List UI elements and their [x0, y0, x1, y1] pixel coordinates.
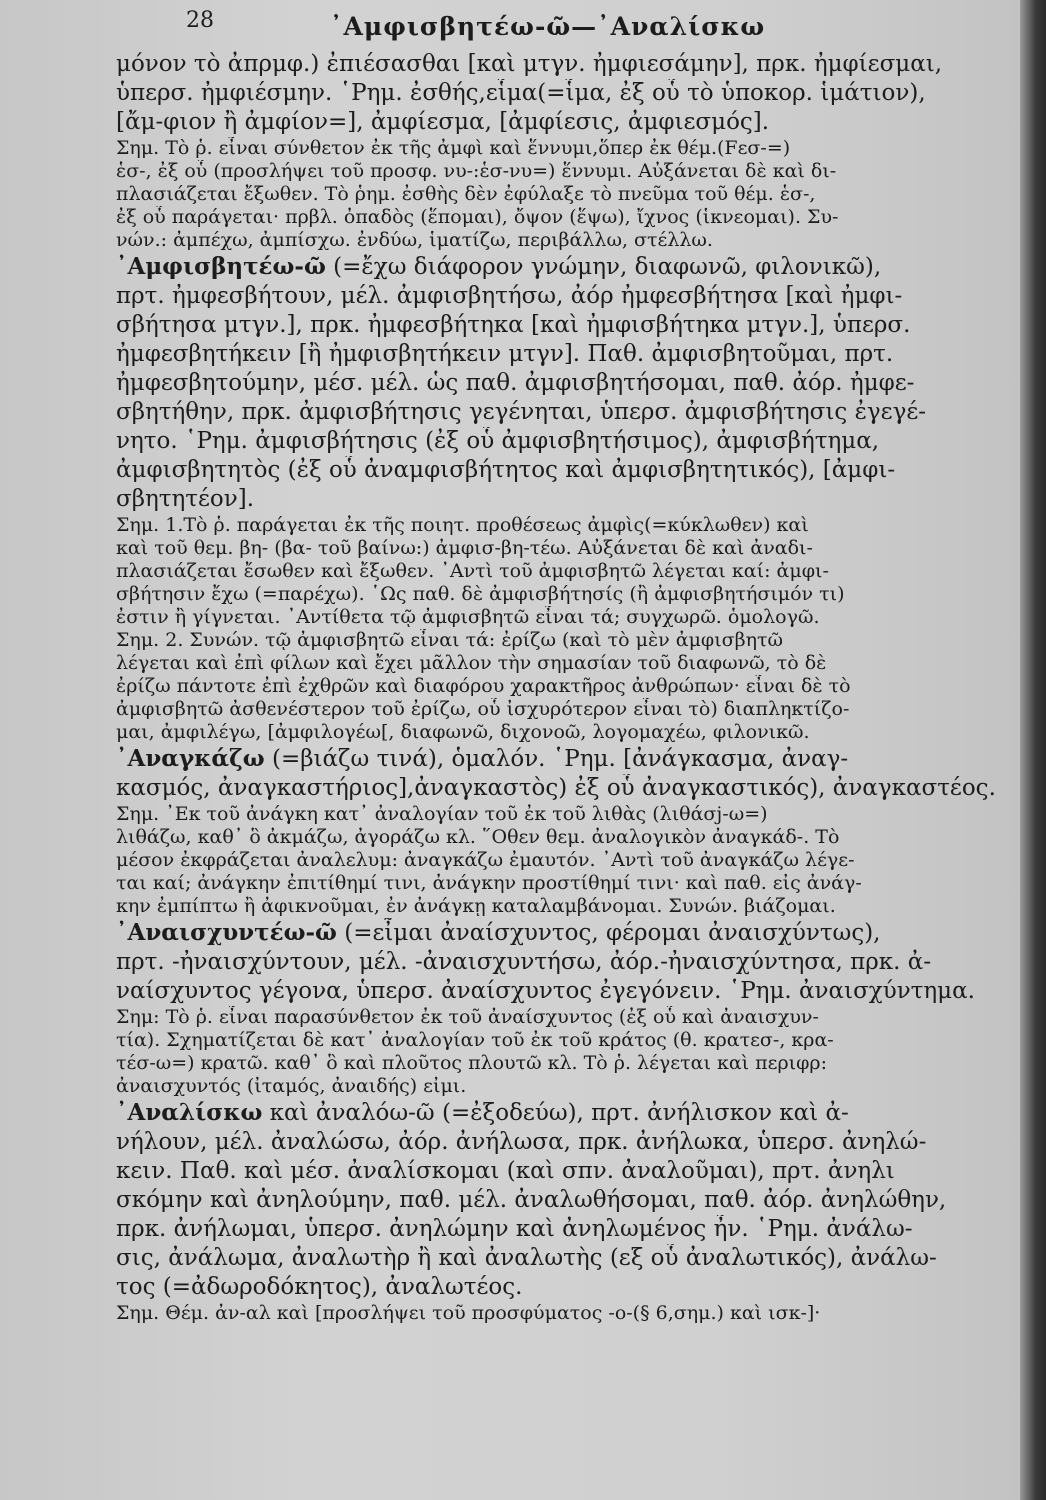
line-text: ται καί; ἀνάγκην ἐπιτίθημί τινι, ἀνάγκην προστίθημί τινι· καὶ παθ. εἰς ἀνάγ- [116, 872, 862, 894]
entry-headword-line [116, 252, 1016, 282]
line-text: Σημ. ᾿Εκ τοῦ ἀνάγκη κατ᾿ ἀναλογίαν τοῦ ἐκ τοῦ λιθὰς (λιθάσj-ω=) [116, 803, 768, 825]
line-text: (=εἶμαι ἀναίσχυντος, φέρομαι ἀναισχύντως), [336, 920, 881, 946]
line-text: κην ἐμπίπτω ἢ ἀφικνοῦμαι, ἐν ἀνάγκῃ καταλαμβάνομαι. Συνών. βιάζομαι. [116, 895, 836, 917]
entry-text-line [116, 1273, 1016, 1302]
note-text-line [116, 229, 1016, 252]
line-text: ἠμφεσβητήκειν [ἢ ἠμφισβητήκειν μτγν]. Παθ. ἀμφισβητοῦμαι, πρτ. [116, 341, 894, 367]
entry-text-line [116, 311, 1016, 340]
line-text: ἠμφεσβητούμην, μέσ. μέλ. ὡς παθ. ἀμφισβητήσομαι, παθ. ἀόρ. ἠμφε- [116, 370, 915, 396]
line-text: τος (=ἀδωροδόκητος), ἀναλωτέος. [116, 1274, 523, 1300]
line-text: (=βιάζω τινά), ὁμαλόν. ῾Ρημ. [ἀνάγκασμα, ἀναγ- [264, 746, 849, 772]
line-text: λιθάζω, καθ᾿ ὃ ἀκμάζω, ἀγοράζω κλ. ῞Οθεν θεμ. ἀναλογικὸν ἀναγκάδ-. Τὸ [116, 826, 840, 848]
line-text: κασμός, ἀναγκαστήριος],ἀναγκαστὸς) ἐξ οὗ ἀναγκαστικός), ἀναγκαστέος. [116, 775, 996, 801]
line-text: καὶ τοῦ θεμ. βη- (βα- τοῦ βαίνω:) ἀμφισ-βη-τέω. Αὐξάνεται δὲ καὶ ἀναδι- [116, 537, 813, 559]
line-text: ἐξ οὗ παράγεται· πρβλ. ὀπαδὸς (ἕπομαι), ὄψον (ἕψω), ἴχνος (ἱκνεομαι). Συ- [116, 206, 839, 228]
line-text: [ἄμ-φιον ἢ ἀμφίον=], ἀμφίεσμα, [ἀμφίεσις, ἀμφιεσμός]. [116, 109, 770, 135]
line-text: (=ἔχω διάφορον γνώμην, διαφωνῶ, φιλονικῶ), [325, 254, 882, 280]
line-text: Σημ. 1.Τὸ ῥ. παράγεται ἐκ τῆς ποιητ. προθέσεως ἀμφὶς(=κύκλωθεν) καὶ [116, 514, 809, 536]
note-text-line [116, 560, 1016, 583]
note-text-line [116, 514, 1016, 537]
line-text: σκόμην καὶ ἀνηλούμην, παθ. μέλ. ἀναλωθήσομαι, παθ. ἀόρ. ἀνηλώθην, [116, 1187, 947, 1213]
entry-text-line [116, 1157, 1016, 1186]
line-text: ἀμφισβητῶ ἀσθενέστερον τοῦ ἐρίζω, οὗ ἰσχυρότερον εἶναι τὸ) διαπληκτίζο- [116, 698, 850, 720]
line-text: κειν. Παθ. καὶ μέσ. ἀναλίσκομαι (καὶ σπν. ἀναλοῦμαι), πρτ. ἀνηλι [116, 1158, 895, 1184]
line-text: Σημ: Τὸ ῥ. εἶναι παρασύνθετον ἐκ τοῦ ἀναίσχυντος (ἐξ οὗ καὶ ἀναισχυν- [116, 1006, 819, 1028]
note-text-line [116, 583, 1016, 606]
entry-text-line [116, 398, 1016, 427]
entry-text-line [116, 1186, 1016, 1215]
headword: ᾿Αναλίσκω [116, 1099, 263, 1126]
entry-text-line [116, 108, 1016, 137]
line-text: ἀμφισβητητὸς (ἐξ οὗ ἀναμφισβήτητος καὶ ἀμφισβητητικός), [ἀμφι- [116, 457, 896, 483]
entry-headword-line [116, 918, 1016, 948]
line-text: μαι, ἀμφιλέγω, [ἀμφιλογέω[, διαφωνῶ, διχονοῶ, λογομαχέω, φιλονικῶ. [116, 721, 810, 743]
note-text-line [116, 1052, 1016, 1075]
note-text-line [116, 137, 1016, 160]
line-text: νητο. ῾Ρημ. ἀμφισβήτησις (ἐξ οὗ ἀμφισβητήσιμος), ἀμφισβήτημα, [116, 428, 880, 454]
entry-text-line [116, 1215, 1016, 1244]
entry-headword-line [116, 744, 1016, 774]
running-head: ᾿Αμφισβητέω-ῶ—᾿Αναλίσκω [330, 12, 766, 41]
line-text: ἀναισχυντός (ἰταμός, ἀναιδής) εἰμι. [116, 1075, 467, 1097]
line-text: Σημ. 2. Συνών. τῷ ἀμφισβητῶ εἶναι τά: ἐρίζω (καὶ τὸ μὲν ἀμφισβητῶ [116, 629, 784, 651]
entry-text-line [116, 369, 1016, 398]
line-text: ἑσ-, ἐξ οὗ (προσλήψει τοῦ προσφ. νυ-:ἑσ-νυ=) ἕννυμι. Αὐξάνεται δὲ καὶ δι- [116, 160, 837, 182]
line-text: σις, ἀνάλωμα, ἀναλωτὴρ ἢ καὶ ἀναλωτὴς (εξ οὗ ἀναλωτικός), ἀνάλω- [116, 1245, 937, 1271]
page-edge-shadow [1020, 0, 1046, 1500]
line-text: καὶ ἀναλόω-ῶ (=ἐξοδεύω), πρτ. ἀνήλισκον καὶ ἀ- [262, 1100, 849, 1126]
line-text: Σημ. Τὸ ῥ. εἶναι σύνθετον ἐκ τῆς ἀμφὶ καὶ ἕννυμι,ὅπερ ἐκ θέμ.(Fεσ-=) [116, 137, 791, 159]
line-text: πρκ. ἀνήλωμαι, ὑπερσ. ἀνηλώμην καὶ ἀνηλωμένος ἦν. ῾Ρημ. ἀνάλω- [116, 1216, 913, 1242]
line-text: νήλουν, μέλ. ἀναλώσω, ἀόρ. ἀνήλωσα, πρκ. ἀνήλωκα, ὑπερσ. ἀνηλώ- [116, 1129, 927, 1155]
note-text-line [116, 629, 1016, 652]
note-text-line [116, 826, 1016, 849]
line-text: σβητητέον]. [116, 486, 255, 512]
entry-text-line [116, 1128, 1016, 1157]
line-text: πλασιάζεται ἔξωθεν. Τὸ ῥημ. ἐσθὴς δὲν ἐφύλαξε τὸ πνεῦμα τοῦ θέμ. ἑσ-, [116, 183, 816, 205]
entry-text-line [116, 50, 1016, 79]
entry-text-line [116, 282, 1016, 311]
page-header [0, 8, 1020, 42]
note-text-line [116, 1006, 1016, 1029]
headword: ᾿Αναισχυντέω-ῶ [116, 919, 337, 946]
line-text: Σημ. Θέμ. ἀν-αλ καὶ [προσλήψει τοῦ προσφύματος -ο-(§ 6,σημ.) καὶ ισκ-]· [116, 1302, 821, 1324]
entry-text-line [116, 485, 1016, 514]
line-text: σβήτησα μτγν.], πρκ. ἠμφεσβήτηκα [καὶ ἠμφισβήτηκα μτγν.], ὑπερσ. [116, 312, 911, 338]
dictionary-text [116, 50, 1016, 1490]
note-text-line [116, 803, 1016, 826]
note-text-line [116, 1075, 1016, 1098]
line-text: πρτ. -ἠναισχύντουν, μέλ. -ἀναισχυντήσω, ἀόρ.-ἠναισχύντησα, πρκ. ἀ- [116, 949, 932, 975]
note-text-line [116, 160, 1016, 183]
line-text: ναίσχυντος γέγονα, ὑπερσ. ἀναίσχυντος ἐγεγόνειν. ῾Ρημ. ἀναισχύντημα. [116, 978, 975, 1004]
note-text-line [116, 721, 1016, 744]
line-text: ὑπερσ. ἠμφιέσμην. ῾Ρημ. ἐσθής,εἷμα(=ἷμα, ἐξ οὗ τὸ ὑποκορ. ἱμάτιον), [116, 80, 926, 106]
note-text-line [116, 606, 1016, 629]
line-text: τέσ-ω=) κρατῶ. καθ᾿ ὃ καὶ πλοῦτος πλουτῶ κλ. Τὸ ῥ. λέγεται καὶ περιφρ: [116, 1052, 827, 1074]
line-text: νών.: ἀμπέχω, ἀμπίσχω. ἐνδύω, ἱματίζω, περιβάλλω, στέλλω. [116, 229, 713, 251]
note-text-line [116, 895, 1016, 918]
note-text-line [116, 849, 1016, 872]
line-text: πλασιάζεται ἔσωθεν καὶ ἔξωθεν. ᾿Αντὶ τοῦ ἀμφισβητῶ λέγεται καί: ἀμφι- [116, 560, 829, 582]
entry-text-line [116, 774, 1016, 803]
line-text: μέσον ἐκφράζεται ἀναλελυμ: ἀναγκάζω ἐμαυτόν. ᾿Αντὶ τοῦ ἀναγκάζω λέγε- [116, 849, 855, 871]
note-text-line [116, 1029, 1016, 1052]
entry-text-line [116, 79, 1016, 108]
note-text-line [116, 675, 1016, 698]
entry-text-line [116, 948, 1016, 977]
line-text: σβητήθην, πρκ. ἀμφισβήτησις γεγένηται, ὑπερσ. ἀμφισβήτησις ἐγεγέ- [116, 399, 927, 425]
line-text: πρτ. ἠμφεσβήτουν, μέλ. ἀμφισβητήσω, ἀόρ ἠμφεσβήτησα [καὶ ἠμφι- [116, 283, 903, 309]
entry-text-line [116, 456, 1016, 485]
note-text-line [116, 537, 1016, 560]
entry-text-line [116, 340, 1016, 369]
headword: ᾿Αναγκάζω [116, 745, 265, 772]
entry-text-line [116, 1244, 1016, 1273]
headword: ᾿Αμφισβητέω-ῶ [116, 253, 326, 280]
line-text: μόνον τὸ ἀπρμφ.) ἐπιέσασθαι [καὶ μτγν. ἠμφιεσάμην], πρκ. ἠμφίεσμαι, [116, 51, 943, 77]
note-text-line [116, 872, 1016, 895]
line-text: τία). Σχηματίζεται δὲ κατ᾿ ἀναλογίαν τοῦ ἐκ τοῦ κράτος (θ. κρατεσ-, κρα- [116, 1029, 834, 1051]
entry-text-line [116, 427, 1016, 456]
note-text-line [116, 652, 1016, 675]
entry-headword-line [116, 1098, 1016, 1128]
line-text: ἐρίζω πάντοτε ἐπὶ ἐχθρῶν καὶ διαφόρου χαρακτῆρος ἀνθρώπων· εἶναι δὲ τὸ [116, 675, 851, 697]
note-text-line [116, 183, 1016, 206]
line-text: σβήτησιν ἔχω (=παρέχω). ῾Ως παθ. δὲ ἀμφισβήτησίς (ἢ ἀμφισβητήσιμόν τι) [116, 583, 845, 605]
entry-text-line [116, 977, 1016, 1006]
line-text: λέγεται καὶ ἐπὶ φίλων καὶ ἔχει μᾶλλον τὴν σημασίαν τοῦ διαφωνῶ, τὸ δὲ [116, 652, 827, 674]
note-text-line [116, 1302, 1016, 1325]
page-number: 28 [186, 8, 214, 33]
line-text: ἐστιν ἢ γίγνεται. ᾿Αντίθετα τῷ ἀμφισβητῶ εἶναι τά; συγχωρῶ. ὁμολογῶ. [116, 606, 820, 628]
note-text-line [116, 698, 1016, 721]
note-text-line [116, 206, 1016, 229]
